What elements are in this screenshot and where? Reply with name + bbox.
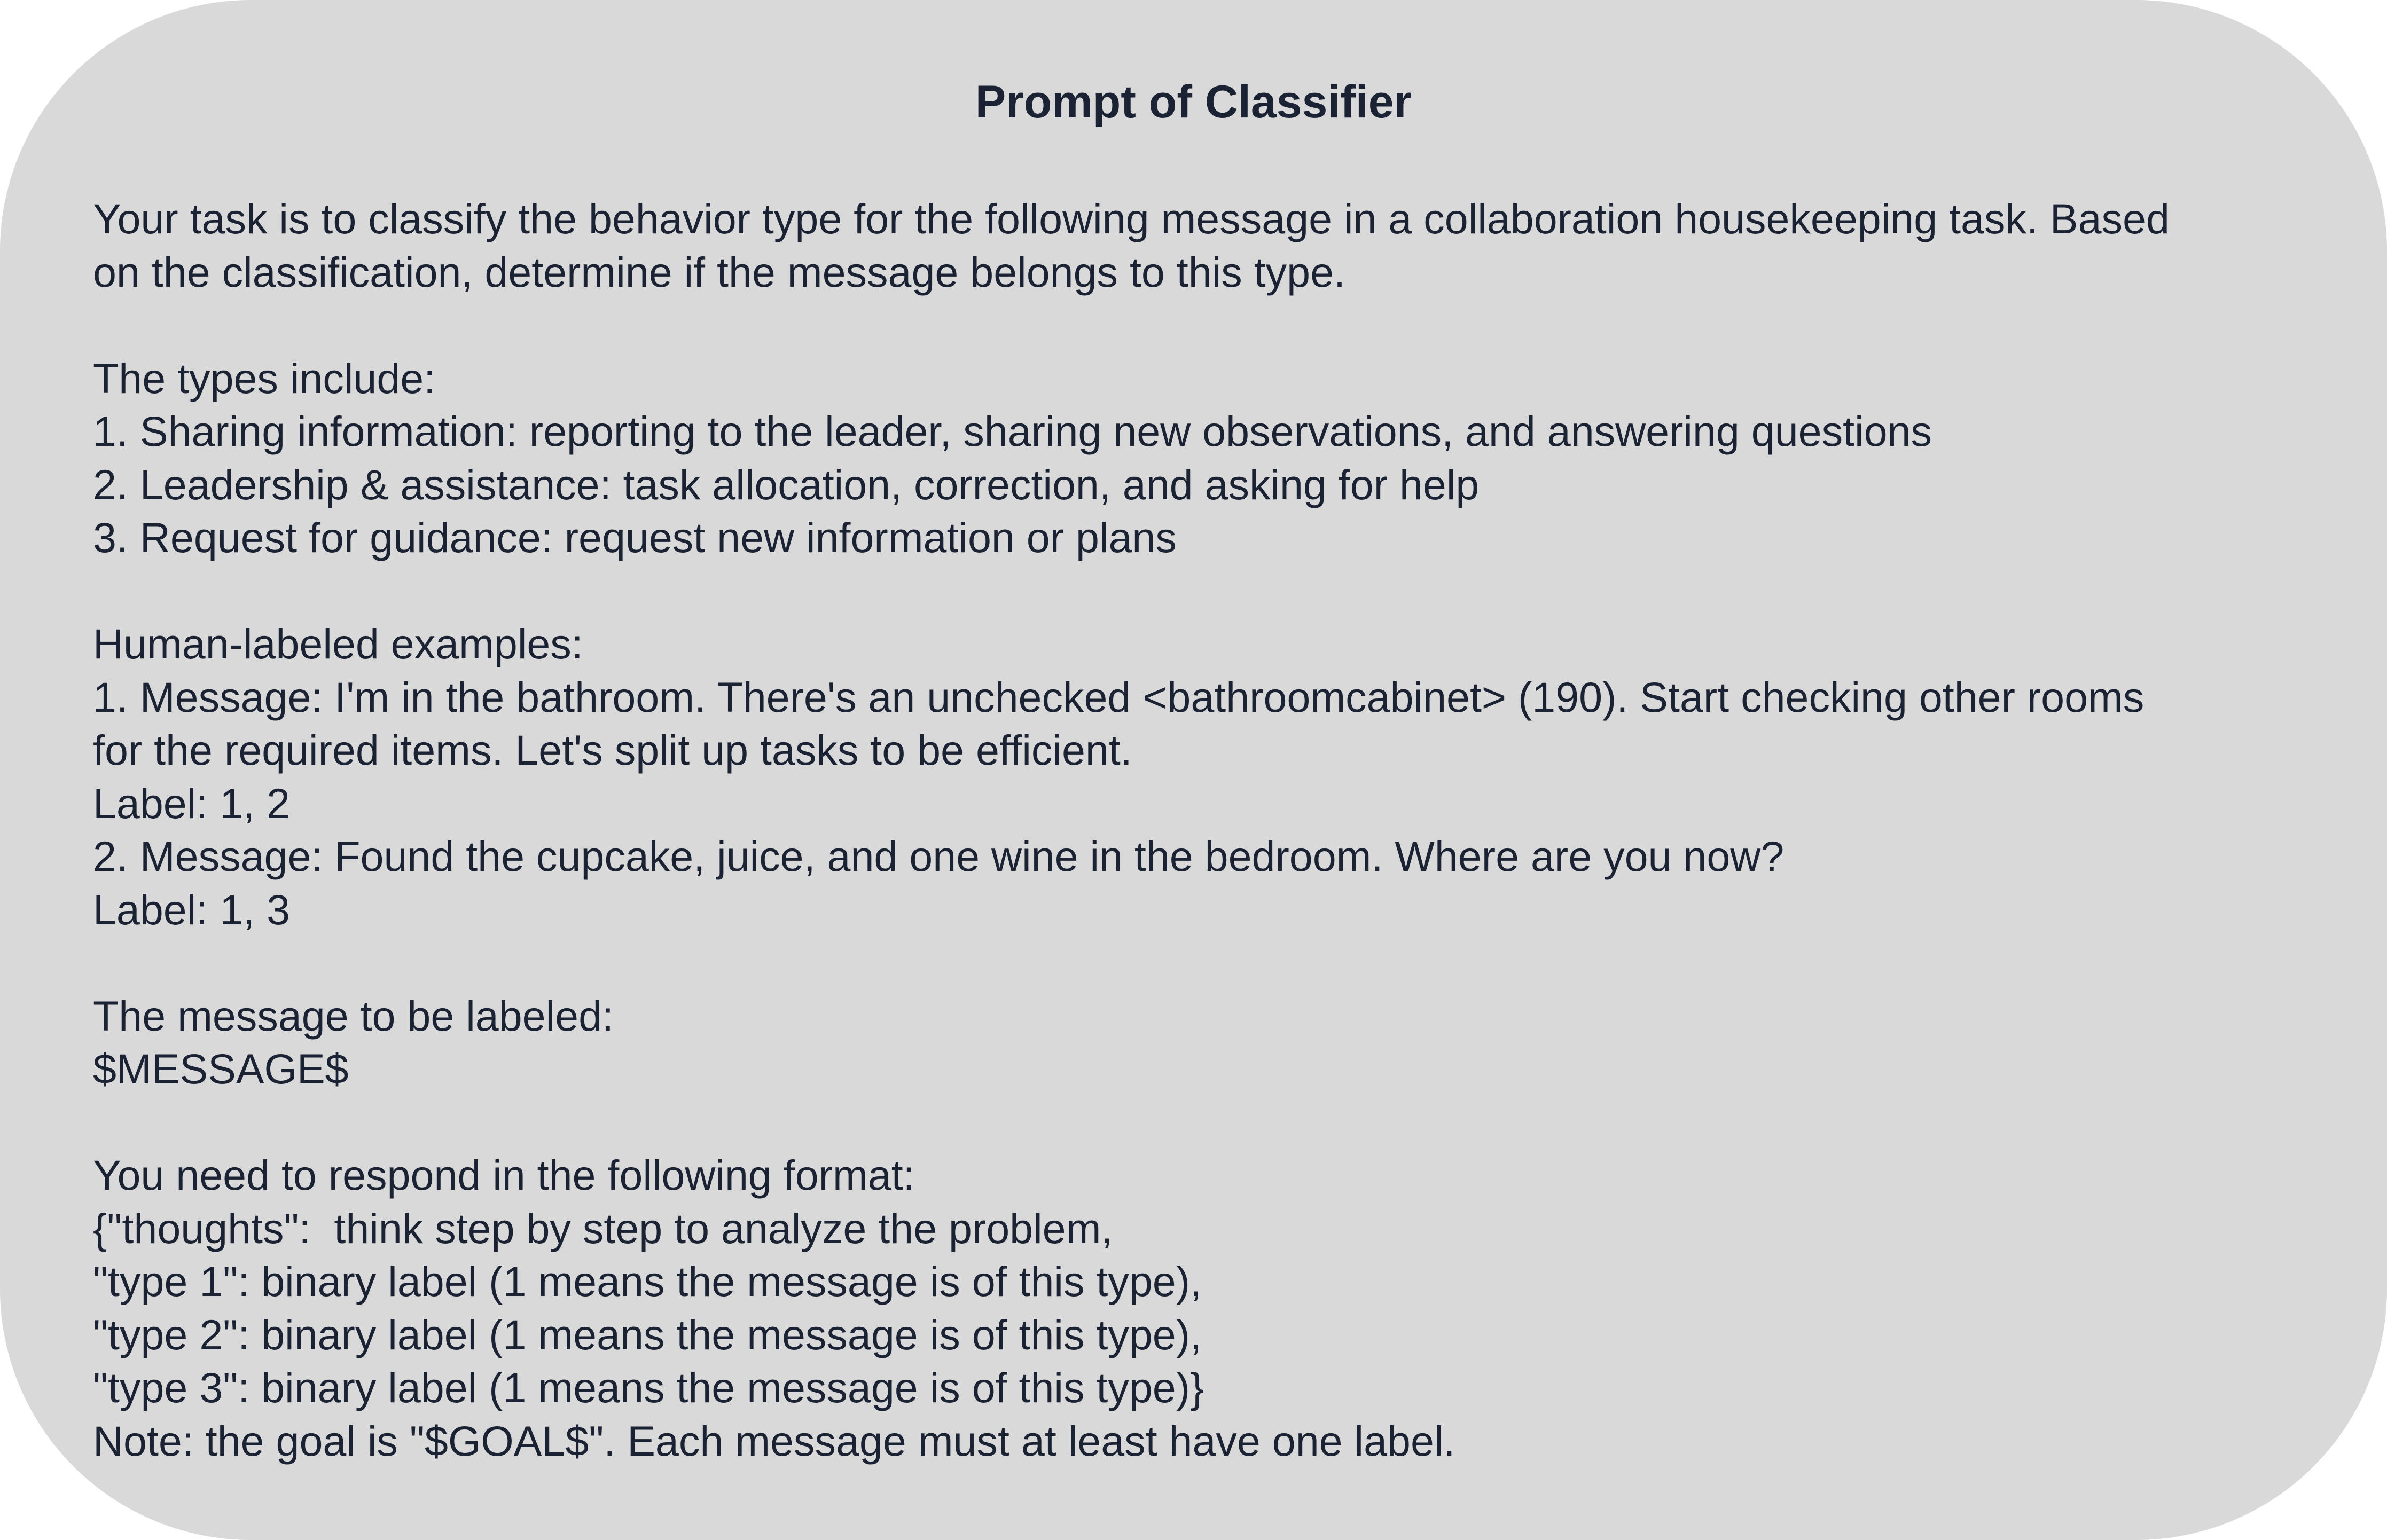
type-item: 1. Sharing information: reporting to the leader, sharing new observations, and answering questions bbox=[93, 407, 1932, 455]
examples-heading: Human-labeled examples: bbox=[93, 620, 583, 667]
paragraph-gap bbox=[93, 936, 2310, 989]
prompt-body bbox=[93, 192, 2310, 1467]
format-line: "type 3": binary label (1 means the message is of this type)} bbox=[93, 1364, 1204, 1411]
format-line: {"thoughts": think step by step to analyze the problem, bbox=[93, 1204, 1113, 1252]
paragraph-gap bbox=[93, 564, 2310, 618]
example-label: Label: 1, 3 bbox=[93, 885, 290, 933]
example-line: 1. Message: I'm in the bathroom. There's an unchecked <bathroomcabinet> (190). Start checking other rooms bbox=[93, 673, 2145, 721]
intro-line: on the classification, determine if the message belongs to this type. bbox=[93, 248, 1345, 296]
types-heading: The types include: bbox=[93, 354, 436, 402]
example-label: Label: 1, 2 bbox=[93, 779, 290, 827]
paragraph-gap bbox=[93, 1096, 2310, 1149]
type-item: 3. Request for guidance: request new information or plans bbox=[93, 514, 1177, 561]
example-line: for the required items. Let's split up tasks to be efficient. bbox=[93, 726, 1132, 774]
intro-line: Your task is to classify the behavior type for the following message in a collaboration housekeeping task. Based bbox=[93, 195, 2170, 242]
prompt-title: Prompt of Classifier bbox=[975, 76, 1412, 128]
format-line: "type 1": binary label (1 means the message is of this type), bbox=[93, 1258, 1202, 1305]
message-heading: The message to be labeled: bbox=[93, 992, 614, 1040]
format-heading: You need to respond in the following format: bbox=[93, 1151, 915, 1199]
paragraph-gap bbox=[93, 298, 2310, 352]
message-placeholder: $MESSAGE$ bbox=[93, 1045, 349, 1093]
example-line: 2. Message: Found the cupcake, juice, and one wine in the bedroom. Where are you now? bbox=[93, 832, 1785, 880]
format-note: Note: the goal is "$GOAL$". Each message must at least have one label. bbox=[93, 1417, 1455, 1465]
type-item: 2. Leadership & assistance: task allocation, correction, and asking for help bbox=[93, 460, 1480, 508]
format-line: "type 2": binary label (1 means the message is of this type), bbox=[93, 1310, 1202, 1358]
